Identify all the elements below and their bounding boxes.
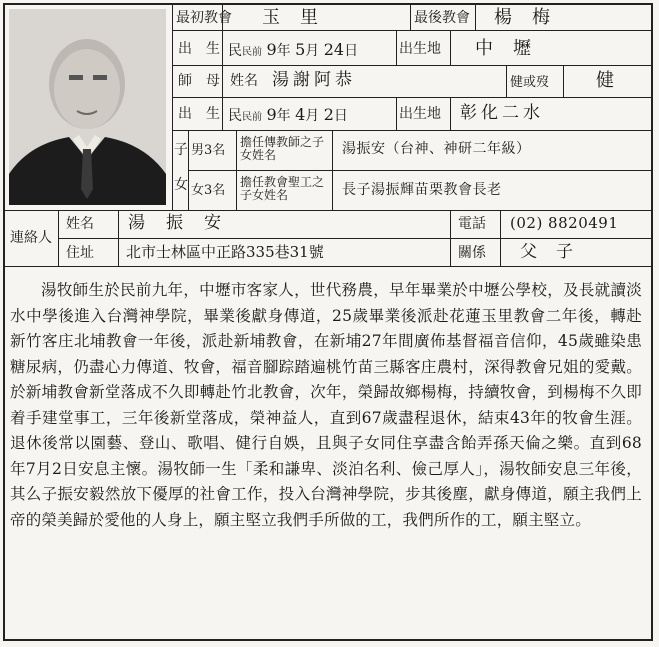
birth-label: 出 生 [178, 41, 220, 57]
spouse-birthplace-label: 出生地 [399, 106, 441, 122]
spouse-name-value: 湯謝阿恭 [272, 70, 356, 90]
spouse-birth-date: 民民前 9年 4月 2日 [228, 105, 348, 124]
spouse-label: 師 母 [178, 73, 220, 89]
address-value: 北市士林區中正路335巷31號 [126, 243, 324, 261]
children-label-top: 子 [174, 142, 188, 158]
contact-person-label: 連絡人 [10, 230, 52, 246]
first-church-value: 玉 里 [262, 7, 319, 28]
spouse-birthplace-value: 彰化二水 [460, 103, 544, 123]
pastor-portrait-photo [9, 9, 166, 205]
daughters-role-value: 長子湯振輝苗栗教會長老 [342, 182, 502, 198]
first-church-label: 最初教會 [176, 10, 232, 26]
daughters-count-label: 女3名 [191, 183, 226, 198]
address-label: 住址 [66, 245, 94, 261]
sons-role-value: 湯振安（台神、神研二年級） [342, 141, 531, 157]
birth-date: 民民前 9年 5月 24日 [228, 40, 359, 59]
phone-label: 電話 [458, 216, 486, 232]
children-label-bottom: 女 [174, 177, 188, 193]
spouse-name-label: 姓名 [230, 73, 258, 89]
relation-value: 父 子 [520, 242, 574, 262]
health-status-label: 健或歿 [510, 75, 550, 90]
phone-value: (02) 8820491 [510, 214, 619, 232]
last-church-value: 楊 梅 [494, 7, 551, 28]
birthplace-label: 出生地 [399, 41, 441, 57]
contact-name-value: 湯 振 安 [128, 213, 223, 233]
contact-name-label: 姓名 [66, 216, 94, 232]
relation-label: 關係 [458, 245, 486, 261]
health-status-value: 健 [596, 70, 615, 91]
birthplace-value: 中 壢 [475, 38, 532, 59]
biography-text: 湯牧師生於民前九年，中壢市客家人，世代務農，早年畢業於中壢公學校，及長就讀淡水中學後進入台灣神學院，畢業後獻身傳道，25歲畢業後派赴花蓮玉里教會二年後，轉赴新竹客庄北埔教會一年後，派赴新埔教會，在新埔27年間廣佈基督福音信仰，45歲雖染患糖尿病，仍盡心力傳道、牧會，福音腳踪踏遍桃竹苗三縣客庄農村，深得教會兄姐的愛戴。於新埔教會新堂落成不久即轉赴竹北教會，次年，榮歸故鄉楊梅，持續牧會，到楊梅不久即着手建堂事工，三年後新堂落成，榮神益人，直到67歲盡程退休，結束43年的牧會生涯。退休後常以園藝、登山、歌唱、健行自娛，且與子女同住享盡含飴弄孫天倫之樂。直到68年7月2日安息主懷。湯牧師一生「柔和謙卑、淡泊名利、儉己厚人」，湯牧師安息三年後，其么子振安毅然放下優厚的社會工作，投入台灣神學院，步其後塵，獻身傳道，願主我們上帝的榮美歸於愛他的人身上，願主堅立我們手所做的工，我們所作的工，願主堅立。 [10, 281, 642, 529]
daughters-role-label: 擔任教會聖工之子女姓名 [240, 175, 325, 202]
last-church-label: 最後教會 [414, 10, 470, 26]
sons-count-label: 男3名 [191, 143, 226, 158]
spouse-birth-label: 出 生 [178, 106, 220, 122]
sons-role-label: 擔任傳教師之子女姓名 [240, 135, 325, 162]
